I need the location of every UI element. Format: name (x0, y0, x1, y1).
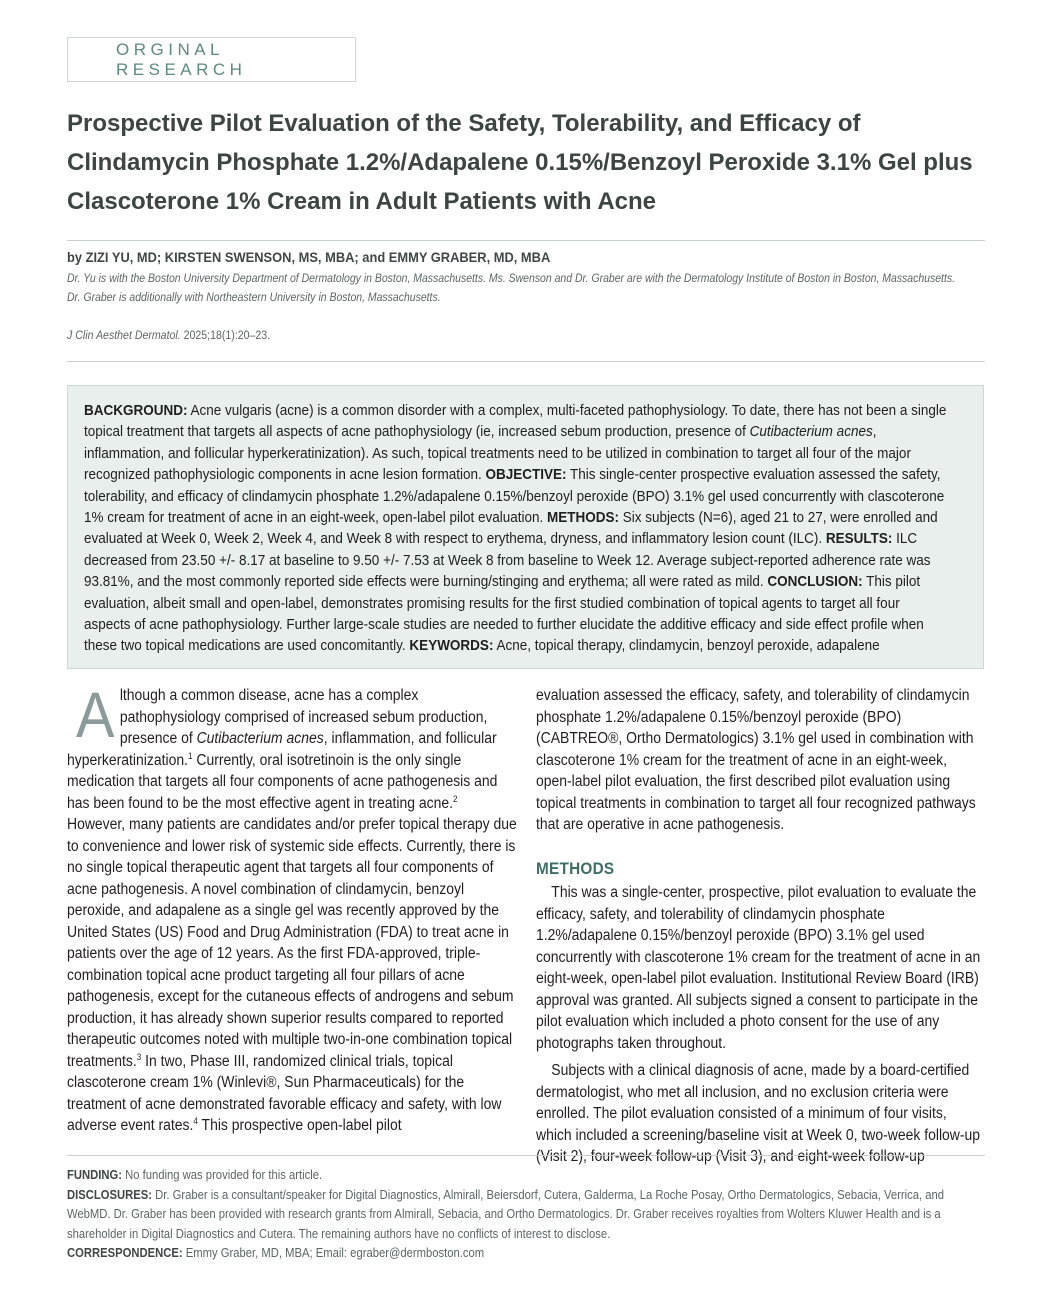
section-label: ORGINAL RESEARCH (67, 37, 356, 82)
body-italic-term: Cutibacterium acnes (196, 730, 324, 747)
author-affiliations (67, 270, 977, 308)
body-text: In two, Phase III, randomized clinical trials, topical clascoterone cream 1% (Winlevi®, Sun Pharmaceuticals) for the treatment of acne demonstrated favorable efficacy and safety, with low adverse event rates. (67, 1052, 502, 1134)
abstract-objective-label: OBJECTIVE: (485, 466, 567, 484)
abstract-objective-text: This single-center prospective evaluation assessed the safety, tolerability, and efficacy of clindamycin phosphate 1.2%/adapalene 0.15%/benzoyl peroxide (BPO) 3.1% gel used concurrently with clascoterone 1% cream for treatment of acne in an eight-week, open-label pilot evaluation. (84, 466, 945, 527)
body-text: This prospective open-label pilot (197, 1117, 402, 1134)
correspondence-label: CORRESPONDENCE: (67, 1246, 183, 1260)
disclosures-label: DISCLOSURES: (67, 1187, 153, 1202)
correspondence-text: Emmy Graber, MD, MBA; Email: egraber@dermboston.com (185, 1246, 485, 1260)
divider (67, 361, 985, 362)
correspondence-note (67, 1244, 967, 1264)
reference-marker: 3 (136, 1051, 142, 1062)
author-byline: by ZIZI YU, MD; KIRSTEN SWENSON, MS, MBA; and EMMY GRABER, MD, MBA (67, 249, 551, 265)
abstract-text (84, 400, 948, 657)
intro-paragraph (67, 679, 517, 1137)
methods-paragraph: Subjects with a clinical diagnosis of acne, made by a board-certified dermatologist, who met all inclusion, and no exclusion criteria were enrolled. The pilot evaluation consisted of a minimum of four visits, which included a screening/baseline visit at Week 0, two-week follow-up (Visit 2), four-week follow-up (Visit 3), and eight-week follow-up (536, 1062, 981, 1165)
abstract-methods-text: Six subjects (N=6), aged 21 to 27, were enrolled and evaluated at Week 0, Week 2, Week 4, and Week 8 with respect to erythema, dryness, and inflammatory lesion count (ILC). (84, 509, 938, 548)
body-column-left (67, 679, 517, 1137)
abstract-background-text: , inflammation, and follicular hyperkeratinization). As such, topical treatments need to be utilized in combination to target all four of the major recognized pathophysiologic components in acne lesion formation. (84, 423, 911, 484)
affiliation-line: Dr. Graber is additionally with Northeastern University in Boston, Massachusetts. (67, 292, 441, 304)
affiliation-line: Dr. Yu is with the Boston University Department of Dermatology in Boston, Massachusetts. Ms. Swenson and Dr. Graber are with the Dermatology Institute of Boston in Boston, Massachusetts. (67, 273, 955, 285)
abstract-box (67, 385, 984, 669)
body-text: However, many patients are candidates and/or prefer topical therapy due to convenience and lower risk of systemic side effects. Currently, there is no single topical therapeutic agent that targets all four components of acne pathogenesis. A novel combination of clindamycin, benzoyl peroxide, and adapalene as a single gel was recently approved by the United States (US) Food and Drug Administration (FDA) to treat acne in patients over the age of 12 years. As the first FDA-approved, triple-combination topical acne product targeting all four pillars of acne pathogenesis, except for the cutaneous effects of androgens and sebum production, it has already shown superior results compared to reported therapeutic outcomes noted with multiple two-in-one combination topical treatments. (67, 816, 517, 1070)
abstract-italic-term: Cutibacterium acnes (749, 423, 873, 441)
journal-name: J Clin Aesthet Dermatol. (67, 330, 181, 342)
body-text: Currently, oral isotretinoin is the only single medication that targets all four components of acne pathogenesis and has been found to be the most effective agent in treating acne. (67, 751, 498, 812)
abstract-background-label: BACKGROUND: (84, 402, 188, 419)
citation-details: 2025;18(1):20–23. (183, 330, 271, 342)
body-text: , inflammation, and follicular hyperkeratinization. (67, 730, 497, 769)
drop-cap: A (76, 679, 115, 751)
abstract-methods-label: METHODS: (547, 509, 620, 527)
article-footer (67, 1166, 967, 1264)
body-text: lthough a common disease, acne has a complex pathophysiology comprised of increased sebum production, presence of (119, 687, 488, 747)
disclosures-text: Dr. Graber is a consultant/speaker for Digital Diagnostics, Almirall, Beiersdorf, Cutera, Galderma, La Roche Posay, Ortho Dermatologics, Sebacia, Verrica, and WebMD. Dr. Graber has been provided with research grants from Almirall, Sebacia, and Ortho Dermatologics. Dr. Graber receives royalties from Wolters Kluwer Health and is a shareholder in Digital Diagnostics and Cutera. The remaining authors have no conflicts of interest to disclose. (67, 1187, 945, 1241)
funding-note (67, 1166, 967, 1186)
reference-marker: 2 (452, 793, 458, 804)
abstract-conclusion-label: CONCLUSION: (767, 573, 863, 591)
abstract-keywords-text: Acne, topical therapy, clindamycin, benzoyl peroxide, adapalene (496, 637, 880, 655)
article-title: Prospective Pilot Evaluation of the Safety, Tolerability, and Efficacy of Clindamycin Phosphate 1.2%/Adapalene 0.15%/Benzoyl Peroxide 3.1% Gel plus Clascoterone 1% Cream in Adult Patients with Acne (67, 110, 973, 215)
funding-label: FUNDING: (67, 1168, 122, 1182)
abstract-results-label: RESULTS: (825, 530, 893, 548)
divider (67, 240, 985, 241)
journal-citation (67, 330, 270, 342)
abstract-conclusion-text: This pilot evaluation, albeit small and open-label, demonstrates promising results for the first studied combination of topical agents to target all four aspects of acne pathophysiology. Further large-scale studies are needed to further elucidate the additive efficacy and side effect profile when these two topical medications are used concomitantly. (84, 573, 924, 655)
divider (67, 1155, 985, 1156)
disclosures-note (67, 1186, 967, 1245)
abstract-background-text: Acne vulgaris (acne) is a common disorder with a complex, multi-faceted pathophysiology. To date, there has not been a single topical treatment that targets all aspects of acne pathophysiology (ie, increased sebum production, presence of (84, 402, 947, 441)
funding-text: No funding was provided for this article. (125, 1168, 323, 1182)
abstract-keywords-label: KEYWORDS: (409, 637, 494, 655)
intro-continued-paragraph: evaluation assessed the efficacy, safety, and tolerability of clindamycin phosphate 1.2%/adapalene 0.15%/benzoyl peroxide (BPO) (CABTREO®, Ortho Dermatologics) 3.1% gel used in combination with clascoterone 1% cream for the treatment of acne in an eight-week, open-label pilot evaluation, the first described pilot evaluation using topical treatments in combination to target all four recognized pathways that are operative in acne pathogenesis. (536, 687, 976, 833)
reference-marker: 1 (187, 750, 193, 761)
reference-marker: 4 (193, 1115, 198, 1126)
methods-heading: METHODS (536, 858, 615, 878)
methods-paragraph: This was a single-center, prospective, pilot evaluation to evaluate the efficacy, safety, and tolerability of clindamycin phosphate 1.2%/adapalene 0.15%/benzoyl peroxide (BPO) 3.1% gel used concurrently with clascoterone 1% cream for the treatment of acne in an eight-week, open-label pilot evaluation. Institutional Review Board (IRB) approval was granted. All subjects signed a consent to participate in the pilot evaluation which included a photo consent for the use of any photographs taken throughout. (536, 884, 981, 1052)
body-column-right (536, 685, 986, 1168)
abstract-results-text: ILC decreased from 23.50 +/- 8.17 at baseline to 9.50 +/- 7.53 at Week 8 from baseline to Week 12. Average subject-reported adherence rate was 93.81%, and the most commonly reported side effects were burning/stinging and erythema; all were rated as mild. (84, 530, 931, 591)
